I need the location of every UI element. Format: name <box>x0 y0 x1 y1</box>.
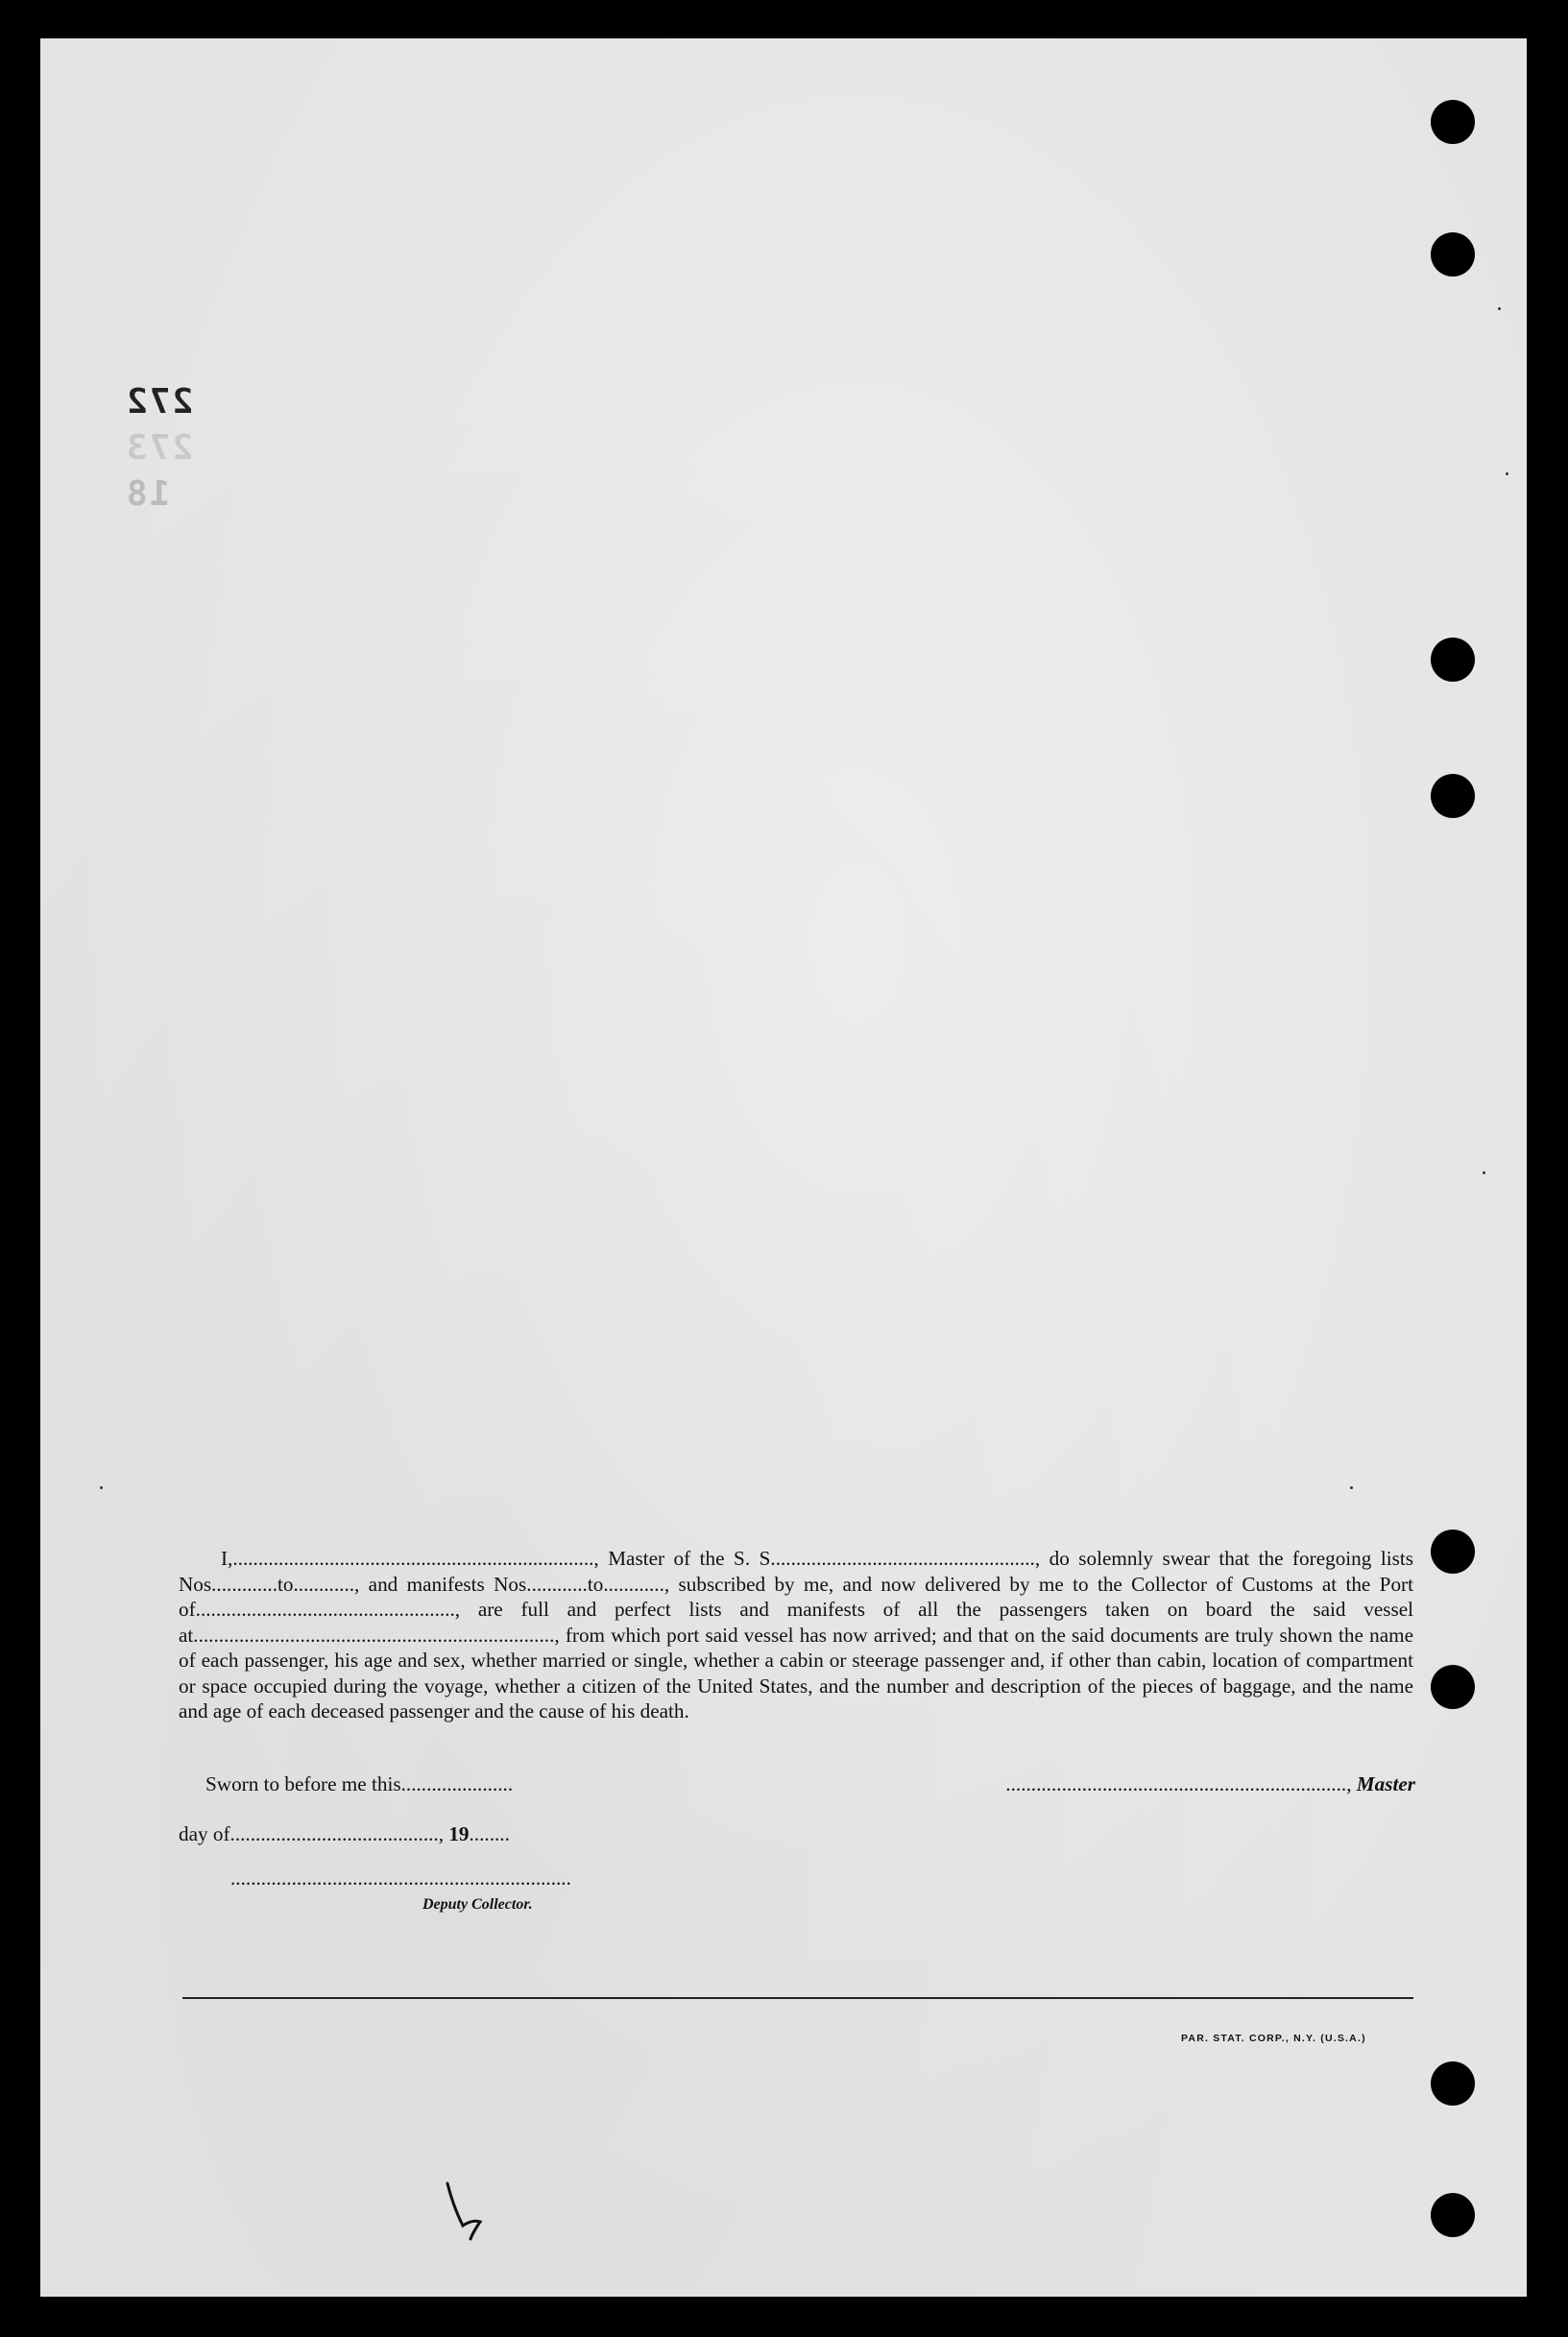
deputy-collector-label: Deputy Collector. <box>422 1896 533 1913</box>
punch-hole <box>1431 2061 1475 2106</box>
speck <box>1483 1171 1485 1174</box>
pencil-mark-icon <box>442 2180 499 2247</box>
speck <box>1350 1486 1353 1489</box>
punch-hole <box>1431 1530 1475 1574</box>
punch-hole <box>1431 1665 1475 1709</box>
oath-text: I,......................................................................., Master of the S. S...................................................., do solemnly swear that the foregoing lists Nos.............to............, and manifests Nos............to............, subscribed by me, and now delivered by me to the Collector of Customs at the Port of..................................................., are full and perfect lists and manifests of all the passengers taken on board the said vessel at......................................................................., from which port said vessel has now arrived; and that on the said documents are truly shown the name of each passenger, his age and sex, whether married or single, whether a cabin or steerage passenger and, if other than cabin, location of compartment or space occupied during the voyage, whether a citizen of the United States, and the number and description of the pieces of baggage, and the name and age of each deceased passenger and the cause of his death. <box>179 1547 1413 1723</box>
master-label: Master <box>1356 1772 1415 1795</box>
page-number-stamp <box>125 379 193 518</box>
punch-hole <box>1431 232 1475 277</box>
master-signature-dots: ..................................................................., <box>1005 1772 1352 1795</box>
horizontal-rule <box>182 1997 1413 1999</box>
punch-hole <box>1431 638 1475 682</box>
deputy-collector-signature-line: ................................................................... <box>230 1867 571 1890</box>
stamp-line-1: 272 <box>125 382 194 422</box>
stamp-line-3: 18 <box>125 474 171 514</box>
day-of-prefix: day of........................................., <box>179 1822 445 1845</box>
speck <box>1506 472 1508 475</box>
master-signature-line <box>906 1772 1415 1796</box>
day-of-line <box>179 1822 510 1846</box>
year-dots: ........ <box>469 1822 510 1845</box>
punch-hole <box>1431 2193 1475 2237</box>
sworn-before-line: Sworn to before me this...................... <box>205 1772 514 1795</box>
speck <box>100 1486 103 1489</box>
master-oath-paragraph <box>179 1546 1413 1724</box>
form-page <box>40 38 1527 2297</box>
year-label: 19 <box>448 1822 470 1845</box>
stamp-line-2: 273 <box>125 428 194 468</box>
punch-hole <box>1431 100 1475 144</box>
speck <box>1498 307 1501 310</box>
punch-hole <box>1431 774 1475 818</box>
printer-imprint: PAR. STAT. CORP., N.Y. (U.S.A.) <box>1181 2033 1366 2044</box>
